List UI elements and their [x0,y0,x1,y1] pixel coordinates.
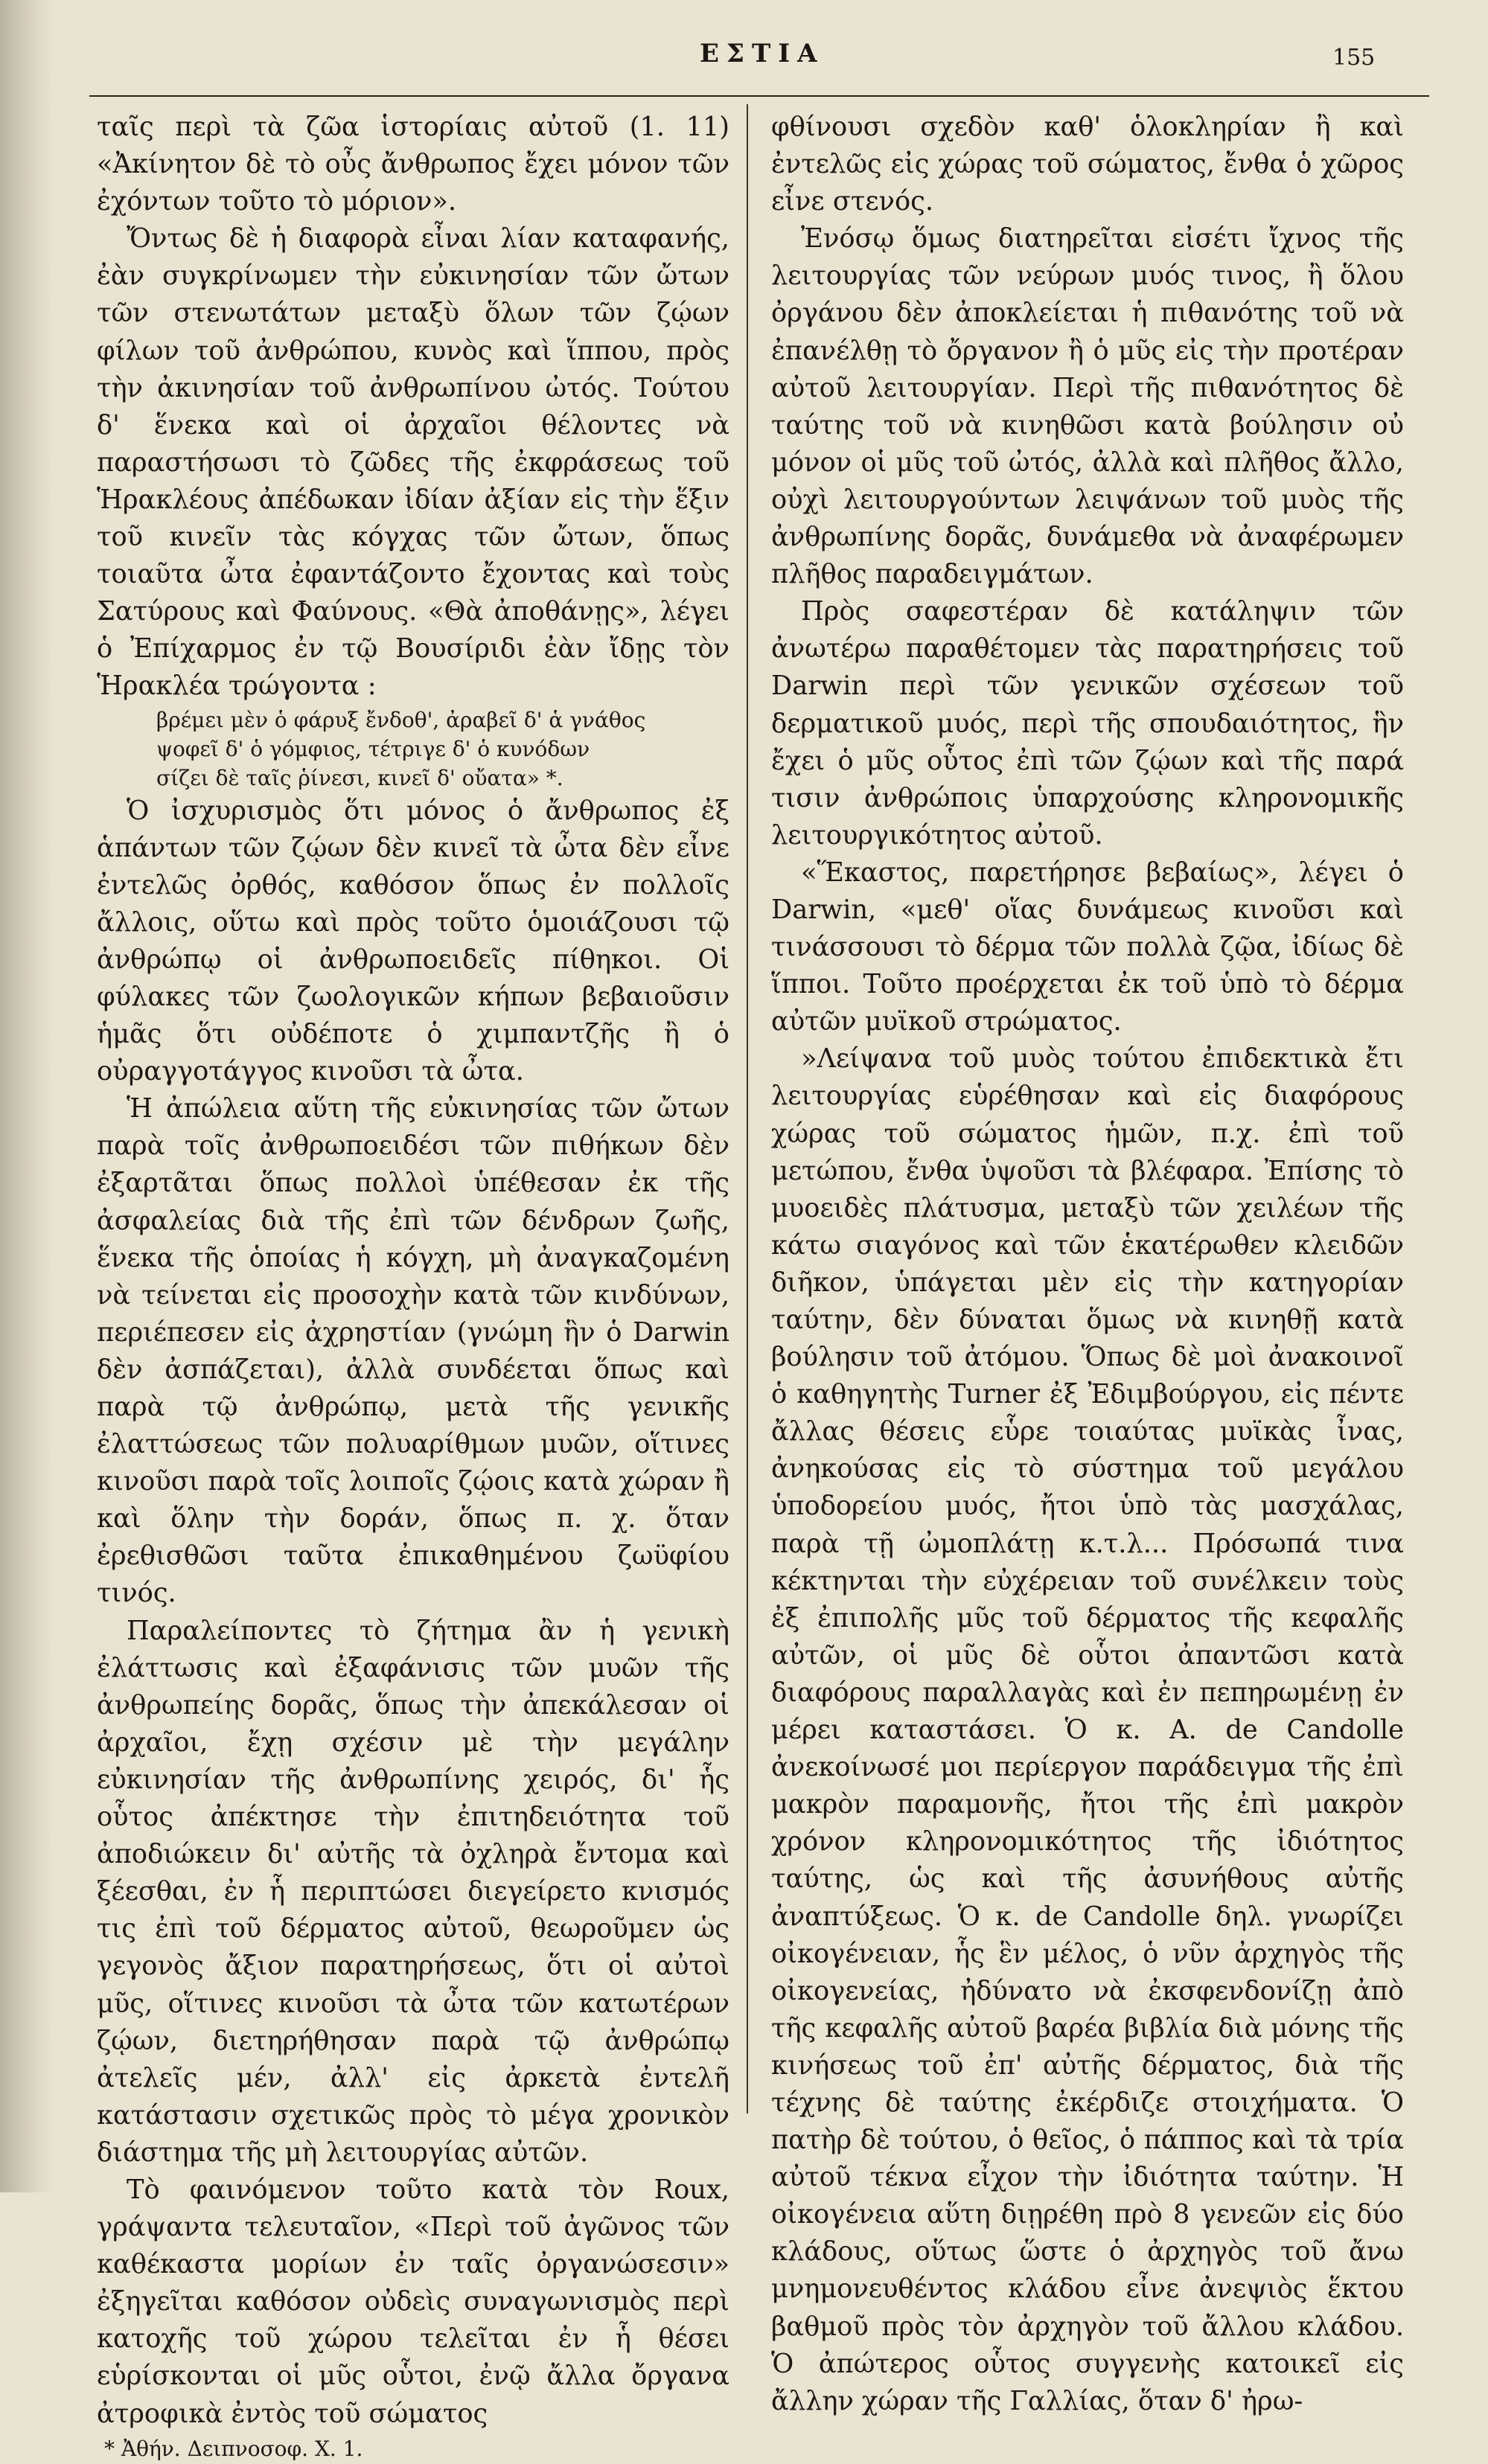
page-gutter-shadow [0,0,52,2192]
paragraph: Πρὸς σαφεστέραν δὲ κατάληψιν τῶν ἀνωτέρω παραθέτομεν τὰς παρατηρήσεις τοῦ Darwin περὶ τῶν γενικῶν σχέσεων τοῦ δερματικοῦ μυός, περὶ τῆς σπουδαιότητος, ἣν ἔχει ὁ μῦς οὗτος ἐπὶ τῶν ζῴων καὶ τῆς παρά τισιν ἀνθρώποις ὑπαρχούσης κληρονομικῆς λειτουργικότητος αὐτοῦ. [771,596,1404,851]
paragraph: Τὸ φαινόμενον τοῦτο κατὰ τὸν Roux, γράψαντα τελευταῖον, «Περὶ τοῦ ἀγῶνος τῶν καθέκαστα μορίων ἐν ταῖς ὀργανώσεσιν» ἐξηγεῖται καθόσον οὐδεὶς συναγωνισμὸς περὶ κατοχῆς τοῦ χώρου τελεῖται ἐν ἧ θέσει εὑρίσκονται οἱ μῦς οὗτοι, ἐνῷ ἄλλα ὄργανα ἀτροφικὰ ἐντὸς τοῦ σώματος [97,2174,729,2429]
verse-line: βρέμει μὲν ὁ φάρυξ ἔνδοθ', ἀραβεῖ δ' ἁ γνάθος [156,707,646,732]
left-column [97,109,729,2464]
paragraph: Ὁ ἰσχυρισμὸς ὅτι μόνος ὁ ἄνθρωπος ἐξ ἁπάντων τῶν ζῴων δὲν κινεῖ τὰ ὦτα δὲν εἶνε ἐντελῶς ὀρθός, καθόσον ὅπως ἐν πολλοῖς ἄλλοις, οὕτω καὶ πρὸς τοῦτο ὁμοιάζουσι τῷ ἀνθρώπῳ οἱ ἀνθρωποειδεῖς πίθηκοι. Οἱ φύλακες τῶν ζωολογικῶν κήπων βεβαιοῦσιν ἡμᾶς ὅτι οὐδέποτε ὁ χιμπαντζῆς ἢ ὁ οὐραγγοτάγγος κινοῦσι τὰ ὦτα. [97,795,729,1087]
paragraph: ταῖς περὶ τὰ ζῶα ἱστορίαις αὐτοῦ (1. 11) «Ἀκίνητον δὲ τὸ οὖς ἄνθρωπος ἔχει μόνον τῶν ἐχόντων τοῦτο τὸ μόριον». [97,112,729,217]
verse-line: σίζει δὲ ταῖς ῥίνεσι, κινεῖ δ' οὔατα» *. [156,765,563,790]
paragraph: »Λείψανα τοῦ μυὸς τούτου ἐπιδεκτικὰ ἔτι λειτουργίας εὑρέθησαν καὶ εἰς διαφόρους χώρας τοῦ σώματος ἡμῶν, π.χ. ἐπὶ τοῦ μετώπου, ἔνθα ὑψοῦσι τὰ βλέφαρα. Ἐπίσης τὸ μυοειδὲς πλάτυσμα, μεταξὺ τῶν χειλέων τῆς κάτω σιαγόνος καὶ τῶν ἑκατέρωθεν κλειδῶν διῆκον, ὑπάγεται μὲν εἰς τὴν κατηγορίαν ταύτην, δὲν δύναται ὅμως νὰ κινηθῇ κατὰ βούλησιν τοῦ ἀτόμου. Ὅπως δὲ μοὶ ἀνακοινοῖ ὁ καθηγητὴς Turner ἐξ Ἐδιμβούργου, εἰς πέντε ἄλλας θέσεις εὗρε τοιαύτας μυϊκὰς ἶνας, ἀνηκούσας εἰς τὸ σύστημα τοῦ μεγάλου ὑποδορείου μυός, ἤτοι ὑπὸ τὰς μασχάλας, παρὰ τῇ ὠμοπλάτῃ κ.τ.λ... Πρόσωπά τινα κέκτηνται τὴν εὐχέρειαν τοῦ συνέλκειν τοὺς ἐξ ἐπιπολῆς μῦς τοῦ δέρματος τῆς κεφαλῆς αὐτῶν, οἱ μῦς δὲ οὗτοι ἀπαντῶσι κατὰ διαφόρους παραλλαγὰς καὶ ἐν πεπηρωμένῃ ἐν μέρει καταστάσει. Ὁ κ. A. de Candolle ἀνεκοίνωσέ μοι περίεργον παράδειγμα τῆς ἐπὶ μακρὸν παραμονῆς, ἤτοι τῆς ἐπὶ μακρὸν χρόνον κληρονομικότητος τῆς ἰδιότητος ταύτης, ὡς καὶ τῆς ἀσυνήθους αὐτῆς ἀναπτύξεως. Ὁ κ. de Candolle δηλ. γνωρίζει οἰκογένειαν, ἧς ἓν μέλος, ὁ νῦν ἀρχηγὸς τῆς οἰκογενείας, ἠδύνατο νὰ ἐκσφενδονίζῃ ἀπὸ τῆς κεφαλῆς αὐτοῦ βαρέα βιβλία διὰ μόνης τῆς κινήσεως τοῦ ἐπ' αὐτῆς δέρματος, διὰ τῆς τέχνης δὲ ταύτης ἐκέρδιζε στοιχήματα. Ὁ πατὴρ δὲ τούτου, ὁ θεῖος, ὁ πάππος καὶ τὰ τρία αὐτοῦ τέκνα εἶχον τὴν ἰδιότητα ταύτην. Ἡ οἰκογένεια αὕτη διῃρέθη πρὸ 8 γενεῶν εἰς δύο κλάδους, οὕτως ὥστε ὁ ἀρχηγὸς τοῦ ἄνω μνημονευθέντος κλάδου εἶνε ἀνεψιὸς ἕκτου βαθμοῦ πρὸς τὸν ἀρχηγὸν τοῦ ἄλλου κλάδου. Ὁ ἀπώτερος οὗτος συγγενὴς κατοικεῖ εἰς ἄλλην χώραν τῆς Γαλλίας, ὅταν δ' ἠρω- [771,1043,1404,2416]
paragraph: «Ἕκαστος, παρετήρησε βεβαίως», λέγει ὁ Darwin, «μεθ' οἵας δυνάμεως κινοῦσι καὶ τινάσσουσι τὸ δέρμα τῶν πολλὰ ζῷα, ἰδίως δὲ ἵπποι. Τοῦτο προέρχεται ἐκ τοῦ ὑπὸ τὸ δέρμα αὐτῶν μυϊκοῦ στρώματος. [771,857,1404,1037]
paragraph: Παραλείποντες τὸ ζήτημα ἂν ἡ γενικὴ ἐλάττωσις καὶ ἐξαφάνισις τῶν μυῶν τῆς ἀνθρωπείης δορᾶς, ὅπως τὴν ἀπεκάλεσαν οἱ ἀρχαῖοι, ἔχῃ σχέσιν μὲ τὴν μεγάλην εὐκινησίαν τῆς ἀνθρωπίνης χειρός, δι' ἧς οὗτος ἀπέκτησε τὴν ἐπιτηδειότητα τοῦ ἀποδιώκειν δι' αὐτῆς τὰ ὀχληρὰ ἔντομα καὶ ξέεσθαι, ἐν ἧ περιπτώσει διεγείρετο κνισμός τις ἐπὶ τοῦ δέρματος αὐτοῦ, θεωροῦμεν ὡς γεγονὸς ἄξιον παρατηρήσεως, ὅτι οἱ αὐτοὶ μῦς, οἵτινες κινοῦσι τὰ ὦτα τῶν κατωτέρων ζῴων, διετηρήθησαν παρὰ τῷ ἀνθρώπῳ ἀτελεῖς μέν, ἀλλ' εἰς ἀρκετὰ ἐντελῆ κατάστασιν σχετικῶς πρὸς τὸ μέγα χρονικὸν διάστημα τῆς μὴ λειτουργίας αὐτῶν. [97,1615,729,2168]
verse-line: ψοφεῖ δ' ὁ γόμφιος, τέτριγε δ' ὁ κυνόδων [156,736,590,761]
column-divider [747,104,748,2113]
right-column [771,109,1404,2420]
page-number: 155 [1332,45,1376,71]
paragraph: Ἡ ἀπώλεια αὕτη τῆς εὐκινησίας τῶν ὤτων παρὰ τοῖς ἀνθρωποειδέσι τῶν πιθήκων δὲν ἐξαρτᾶται ὅπως πολλοὶ ὑπέθεσαν ἐκ τῆς ἀσφαλείας διὰ τῆς ἐπὶ τῶν δένδρων ζωῆς, ἕνεκα τῆς ὁποίας ἡ κόγχη, μὴ ἀναγκαζομένη νὰ τείνεται εἰς προσοχὴν κατὰ τῶν κινδύνων, περιέπεσεν εἰς ἀχρηστίαν (γνώμη ἣν ὁ Darwin δὲν ἀσπάζεται), ἀλλὰ συνδέεται ὅπως καὶ παρὰ τῷ ἀνθρώπῳ, μετὰ τῆς γενικῆς ἐλαττώσεως τῶν πολυαρίθμων μυῶν, οἵτινες κινοῦσι παρὰ τοῖς λοιποῖς ζῴοις κατὰ χώραν ἢ καὶ ὅλην τὴν δοράν, ὅπως π. χ. ὅταν ἐρεθισθῶσι ταῦτα ἐπικαθημένου ζωϋφίου τινός. [97,1093,729,1609]
paragraph: φθίνουσι σχεδὸν καθ' ὁλοκληρίαν ἢ καὶ ἐντελῶς εἰς χώρας τοῦ σώματος, ἔνθα ὁ χῶρος εἶνε στενός. [771,112,1404,217]
paragraph: Ἐνόσῳ ὅμως διατηρεῖται εἰσέτι ἴχνος τῆς λειτουργίας τῶν νεύρων μυός τινος, ἢ ὅλου ὀργάνου δὲν ἀποκλείεται ἡ πιθανότης τοῦ νὰ ἐπανέλθῃ τὸ ὄργανον ἢ ὁ μῦς εἰς τὴν προτέραν αὐτοῦ λειτουργίαν. Περὶ τῆς πιθανότητος δὲ ταύτης τοῦ νὰ κινηθῶσι κατὰ βούλησιν οὐ μόνον οἱ μῦς τοῦ ὠτός, ἀλλὰ καὶ πλῆθος ἄλλο, οὐχὶ λειτουργούντων λειψάνων τοῦ μυὸς τῆς ἀνθρωπίνης δορᾶς, δυνάμεθα νὰ ἀναφέρωμεν πλῆθος παραδειγμάτων. [771,223,1404,590]
footnote: * Ἀθήν. Δειπνοσοφ. Χ. 1. [104,2436,363,2461]
header-rule [89,95,1429,97]
running-title: ΕΣΤΙΑ [700,39,825,68]
page-header [0,39,1488,83]
paragraph: Ὄντως δὲ ἡ διαφορὰ εἶναι λίαν καταφανής, ἐὰν συγκρίνωμεν τὴν εὐκινησίαν τῶν ὤτων τῶν στενωτάτων μεταξὺ ὅλων τῶν ζῴων φίλων τοῦ ἀνθρώπου, κυνὸς καὶ ἵππου, πρὸς τὴν ἀκινησίαν τοῦ ἀνθρωπίνου ὠτός. Τούτου δ' ἕνεκα καὶ οἱ ἀρχαῖοι θέλοντες νὰ παραστήσωσι τὸ ζῶδες τῆς ἐκφράσεως τοῦ Ἡρακλέους ἀπέδωκαν ἰδίαν ἀξίαν εἰς τὴν ἕξιν τοῦ κινεῖν τὰς κόγχας τῶν ὤτων, ὅπως τοιαῦτα ὦτα ἐφαντάζοντο ἔχοντας καὶ τοὺς Σατύρους καὶ Φαύνους. «Θὰ ἀποθάνῃς», λέγει ὁ Ἐπίχαρμος ἐν τῷ Βουσίριδι ἐὰν ἴδῃς τὸν Ἡρακλέα τρώγοντα : [97,223,729,702]
verse-quotation [156,705,729,793]
